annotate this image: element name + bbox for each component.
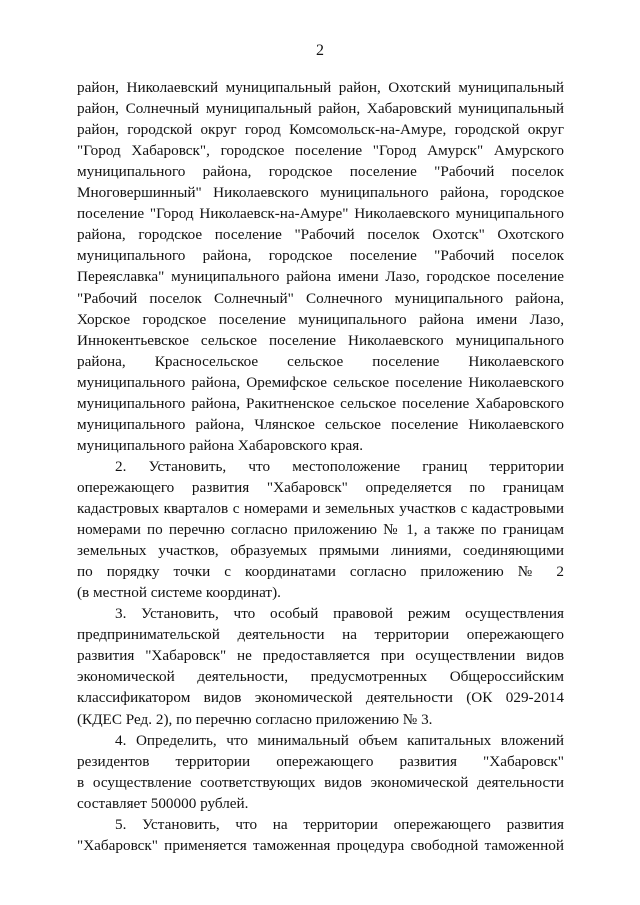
text-line: предпринимательской деятельности на территории опережающего xyxy=(77,626,564,644)
text-line: 2. Установить, что местоположение границ территории xyxy=(115,457,564,475)
text-line: района, Красносельское сельское поселение Николаевского xyxy=(77,352,564,370)
text-line: район, Николаевский муниципальный район, Охотский муниципальный xyxy=(77,79,564,96)
text-line: район, Солнечный муниципальный район, Хабаровский муниципальный xyxy=(77,100,564,118)
text-line: составляет 500000 рублей. xyxy=(77,794,249,812)
text-line: муниципального района, городское поселение "Рабочий поселок xyxy=(77,163,564,181)
text-line: номерами по перечню согласно приложению № 1, а также по границам xyxy=(77,521,564,539)
text-line: в осуществление соответствующих видов экономической деятельности xyxy=(77,773,564,791)
text-line: развития "Хабаровск" не предоставляется при осуществлении видов xyxy=(77,647,564,665)
text-line: 3. Установить, что особый правовой режим осуществления xyxy=(115,605,564,623)
text-line: муниципального района Хабаровского края. xyxy=(77,436,364,454)
text-line: 4. Определить, что минимальный объем капитальных вложений xyxy=(115,731,564,749)
text-line: муниципального района, городское поселение "Рабочий поселок xyxy=(77,247,564,265)
text-line: (КДЕС Ред. 2), по перечню согласно приложению № 3. xyxy=(77,710,433,728)
text-line: Многовершинный" Николаевского муниципального района, городское xyxy=(77,184,564,202)
text-line: кадастровых кварталов с номерами и земельных участков с кадастровыми xyxy=(77,500,564,517)
text-line: "Хабаровск" применяется таможенная процедура свободной таможенной xyxy=(77,836,564,854)
text-line: поселение "Город Николаевск-на-Амуре" Николаевского муниципального xyxy=(77,205,564,223)
text-line: (в местной системе координат). xyxy=(77,584,281,602)
text-line: Хорское городское поселение муниципального района имени Лазо, xyxy=(77,310,564,328)
text-line: муниципального района, Оремифское сельское поселение Николаевского xyxy=(77,373,564,391)
text-line: муниципального района, Ракитненское сельское поселение Хабаровского xyxy=(77,394,564,412)
text-line: "Город Хабаровск", городское поселение "Город Амурск" Амурского xyxy=(77,142,564,160)
text-line: "Рабочий поселок Солнечный" Солнечного муниципального района, xyxy=(77,289,564,307)
text-line: опережающего развития "Хабаровск" определяется по границам xyxy=(77,478,564,496)
text-line: 5. Установить, что на территории опережающего развития xyxy=(115,815,564,833)
text-line: классификатором видов экономической деятельности (ОК 029-2014 xyxy=(77,689,564,707)
page-number: 2 xyxy=(316,42,324,59)
text-line: экономической деятельности, предусмотренных Общероссийским xyxy=(77,668,564,686)
text-line: по порядку точки с координатами согласно приложению № 2 xyxy=(77,563,564,581)
text-line: земельных участков, образуемых прямыми линиями, соединяющими xyxy=(77,542,564,560)
text-line: резидентов территории опережающего развития "Хабаровск" xyxy=(77,752,564,770)
text-line: Переяславка" муниципального района имени Лазо, городское поселение xyxy=(77,268,564,286)
text-line: Иннокентьевское сельское поселение Николаевского муниципального xyxy=(77,331,564,349)
text-line: район, городской округ город Комсомольск-на-Амуре, городской округ xyxy=(77,121,564,139)
text-line: муниципального района, Члянское сельское поселение Николаевского xyxy=(77,415,564,433)
text-line: района, городское поселение "Рабочий поселок Охотск" Охотского xyxy=(77,226,564,244)
